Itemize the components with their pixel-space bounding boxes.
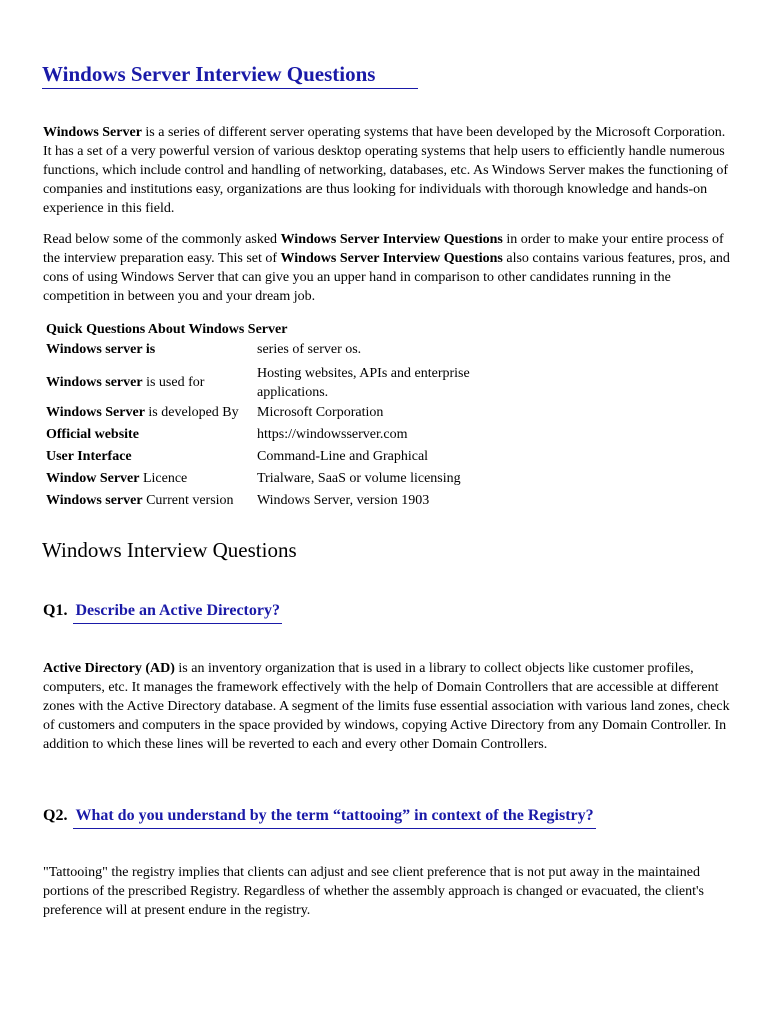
- table-key: [46, 425, 257, 447]
- key-bold: Windows server: [46, 493, 143, 508]
- quick-questions-table: [46, 320, 506, 513]
- answer-2-paragraph: [43, 863, 733, 920]
- table-value: Hosting websites, APIs and enterprise applications.: [257, 365, 470, 400]
- key-rest: Licence: [139, 471, 188, 486]
- key-bold: Windows Server: [46, 405, 145, 420]
- key-rest: Current version: [142, 493, 234, 508]
- intro-p2-text-a: Read below some of the commonly asked: [43, 232, 281, 247]
- question-1-link[interactable]: Describe an Active Directory?: [73, 600, 282, 624]
- key-bold: Window Server: [46, 471, 140, 486]
- answer-text: is an inventory organization that is used in a library to collect objects like customer profiles, computers, etc. It manages the framework effectively with the help of Domain Controllers that are accessible at different zones with the Active Directory database. A segment of the limits fuse essential association with various land zones, check of customers and computers in the space provided by windows, copying Active Directory from any Domain Controller. In addition to which these lines will be reverted to each and every other Domain Controllers.: [43, 661, 730, 752]
- key-bold: Windows server: [46, 375, 143, 390]
- table-value: Trialware, SaaS or volume licensing: [257, 471, 461, 486]
- question-2-link[interactable]: What do you understand by the term “tattooing” in context of the Registry?: [73, 805, 595, 829]
- question-number: Q2.: [43, 807, 68, 824]
- key-bold: Windows server is: [46, 342, 156, 357]
- page-title[interactable]: Windows Server Interview Questions: [42, 62, 418, 89]
- table-key: [46, 491, 257, 513]
- intro-paragraph-2: [43, 230, 733, 306]
- intro-text: is a series of different server operating systems that have been developed by the Microsoft Corporation. It has a set of a very powerful version of various desktop operating systems that help users to efficiently handle numerous functions, which include control and handling of networking, databases, etc. As Windows Server makes the functioning of companies and institutions easy, organizations are thus looking for individuals with thorough knowledge and hands-on experience in this field.: [43, 125, 729, 216]
- table-row: [46, 403, 506, 425]
- intro-p2-text-c: also contains various features, pros, and cons of using Windows Server that can give you an upper hand in comparison to other candidates running in the competition in between you and your dream job.: [43, 251, 730, 304]
- intro-p2-bold-b: Windows Server Interview Questions: [280, 251, 503, 266]
- table-key: [46, 447, 257, 469]
- table-key: [46, 340, 257, 362]
- question-1-heading: [43, 600, 282, 624]
- intro-lead: Windows Server: [43, 125, 142, 140]
- table-value: Command-Line and Graphical: [257, 449, 429, 464]
- table-value: Windows Server, version 1903: [257, 493, 430, 508]
- intro-p2-bold-a: Windows Server Interview Questions: [280, 232, 503, 247]
- table-row: [46, 340, 506, 362]
- table-row: [46, 425, 506, 447]
- key-rest: is used for: [142, 375, 205, 390]
- question-number: Q1.: [43, 602, 68, 619]
- table-row: [46, 362, 506, 403]
- intro-p2-text-b: in order to make your entire process of the interview preparation easy. This set of: [43, 232, 724, 266]
- table-row: [46, 447, 506, 469]
- table-key: [46, 403, 257, 425]
- table-key: [46, 469, 257, 491]
- answer-lead: Active Directory (AD): [43, 661, 175, 676]
- table-value: series of server os.: [257, 342, 362, 357]
- section-heading: Windows Interview Questions: [42, 538, 297, 562]
- key-rest: is developed By: [144, 405, 239, 420]
- key-bold: User Interface: [46, 449, 132, 464]
- table-value: Microsoft Corporation: [257, 405, 384, 420]
- official-website-link[interactable]: https://windowsserver.com: [257, 427, 408, 442]
- table-row: [46, 469, 506, 491]
- answer-text: "Tattooing" the registry implies that clients can adjust and see client preference that is not put away in the maintained portions of the prescribed Registry. Regardless of whether the assembly approach is changed or evacuated, the client's preference will at present endure in the registry.: [43, 865, 704, 918]
- table-row: [46, 491, 506, 513]
- table-caption: Quick Questions About Windows Server: [46, 322, 288, 337]
- key-bold: Official website: [46, 427, 139, 442]
- question-2-heading: [43, 805, 596, 829]
- intro-paragraph-1: [43, 123, 733, 218]
- answer-1-paragraph: [43, 659, 733, 754]
- table-key: [46, 373, 257, 392]
